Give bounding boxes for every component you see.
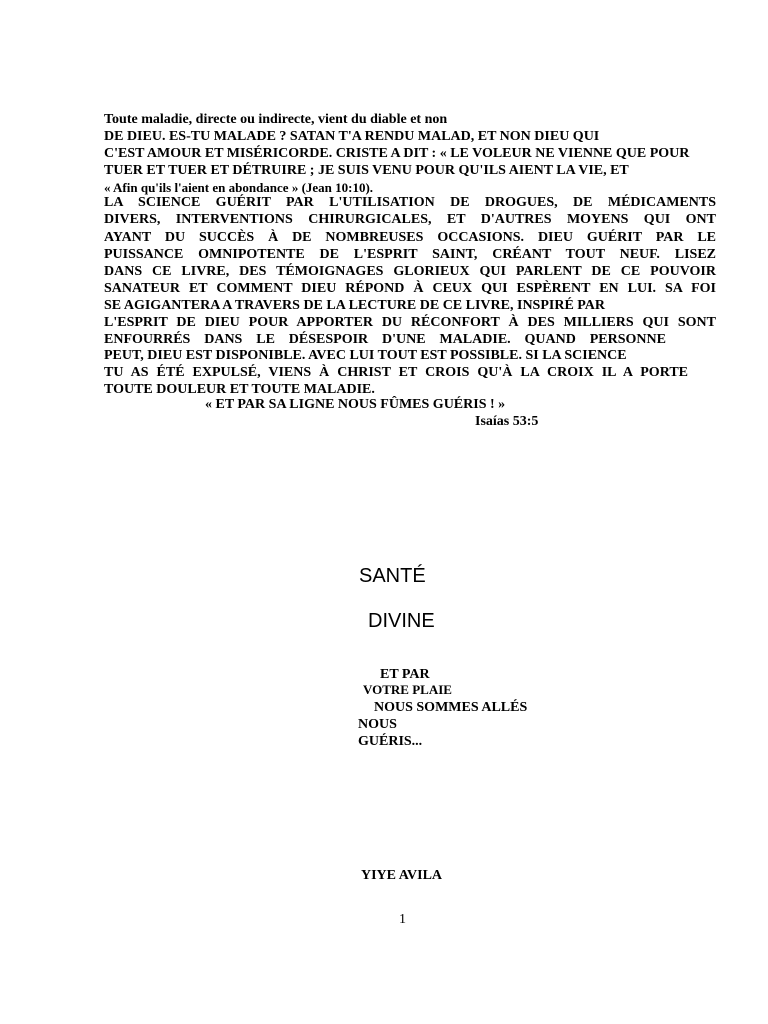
intro-line: SANATEUR ET COMMENT DIEU RÉPOND À CEUX QUI ESPÈRENT EN LUI. SA FOI <box>104 281 716 296</box>
intro-line: AYANT DU SUCCÈS À DE NOMBREUSES OCCASIONS. DIEU GUÉRIT PAR LE <box>104 230 716 245</box>
intro-line: SE AGIGANTERA A TRAVERS DE LA LECTURE DE CE LIVRE, INSPIRÉ PAR <box>104 298 606 313</box>
intro-line: DE DIEU. ES-TU MALADE ? SATAN T'A RENDU MALAD, ET NON DIEU QUI <box>104 129 600 144</box>
subtitle-line: GUÉRIS... <box>358 734 423 749</box>
intro-line: ENFOURRÉS DANS LE DÉSESPOIR D'UNE MALADIE. QUAND PERSONNE <box>104 332 666 347</box>
subtitle-line: NOUS <box>358 717 397 732</box>
subtitle-line: ET PAR <box>380 667 430 682</box>
title-word-divine: DIVINE <box>368 610 435 632</box>
intro-line: TU AS ÉTÉ EXPULSÉ, VIENS À CHRIST ET CROIS QU'À LA CROIX IL A PORTE <box>104 365 688 380</box>
author-name: YIYE AVILA <box>361 868 443 883</box>
intro-line: PUISSANCE OMNIPOTENTE DE L'ESPRIT SAINT, CRÉANT TOUT NEUF. LISEZ <box>104 247 716 262</box>
intro-line: C'EST AMOUR ET MISÉRICORDE. CRISTE A DIT : « LE VOLEUR NE VIENNE QUE POUR <box>104 146 690 161</box>
page-number: 1 <box>399 912 406 927</box>
intro-line: DANS CE LIVRE, DES TÉMOIGNAGES GLORIEUX QUI PARLENT DE CE POUVOIR <box>104 264 716 279</box>
intro-line: Toute maladie, directe ou indirecte, vient du diable et non <box>104 112 448 127</box>
subtitle-line: NOUS SOMMES ALLÉS <box>374 700 528 715</box>
intro-line: TOUTE DOULEUR ET TOUTE MALADIE. <box>104 382 375 397</box>
intro-line: LA SCIENCE GUÉRIT PAR L'UTILISATION DE DROGUES, DE MÉDICAMENTS <box>104 195 716 210</box>
scripture-quote: « ET PAR SA LIGNE NOUS FÛMES GUÉRIS ! » <box>205 397 506 412</box>
subtitle-line: VOTRE PLAIE <box>363 682 452 697</box>
scripture-reference: Isaías 53:5 <box>475 414 539 429</box>
intro-line: DIVERS, INTERVENTIONS CHIRURGICALES, ET D'AUTRES MOYENS QUI ONT <box>104 212 716 227</box>
title-word-sante: SANTÉ <box>359 565 426 587</box>
intro-line: « Afin qu'ils l'aient en abondance » (Jean 10:10). <box>104 180 374 195</box>
intro-line: L'ESPRIT DE DIEU POUR APPORTER DU RÉCONFORT À DES MILLIERS QUI SONT <box>104 315 716 330</box>
intro-line: TUER ET TUER ET DÉTRUIRE ; JE SUIS VENU POUR QU'ILS AIENT LA VIE, ET <box>104 163 629 178</box>
intro-line: PEUT, DIEU EST DISPONIBLE. AVEC LUI TOUT EST POSSIBLE. SI LA SCIENCE <box>104 348 627 363</box>
